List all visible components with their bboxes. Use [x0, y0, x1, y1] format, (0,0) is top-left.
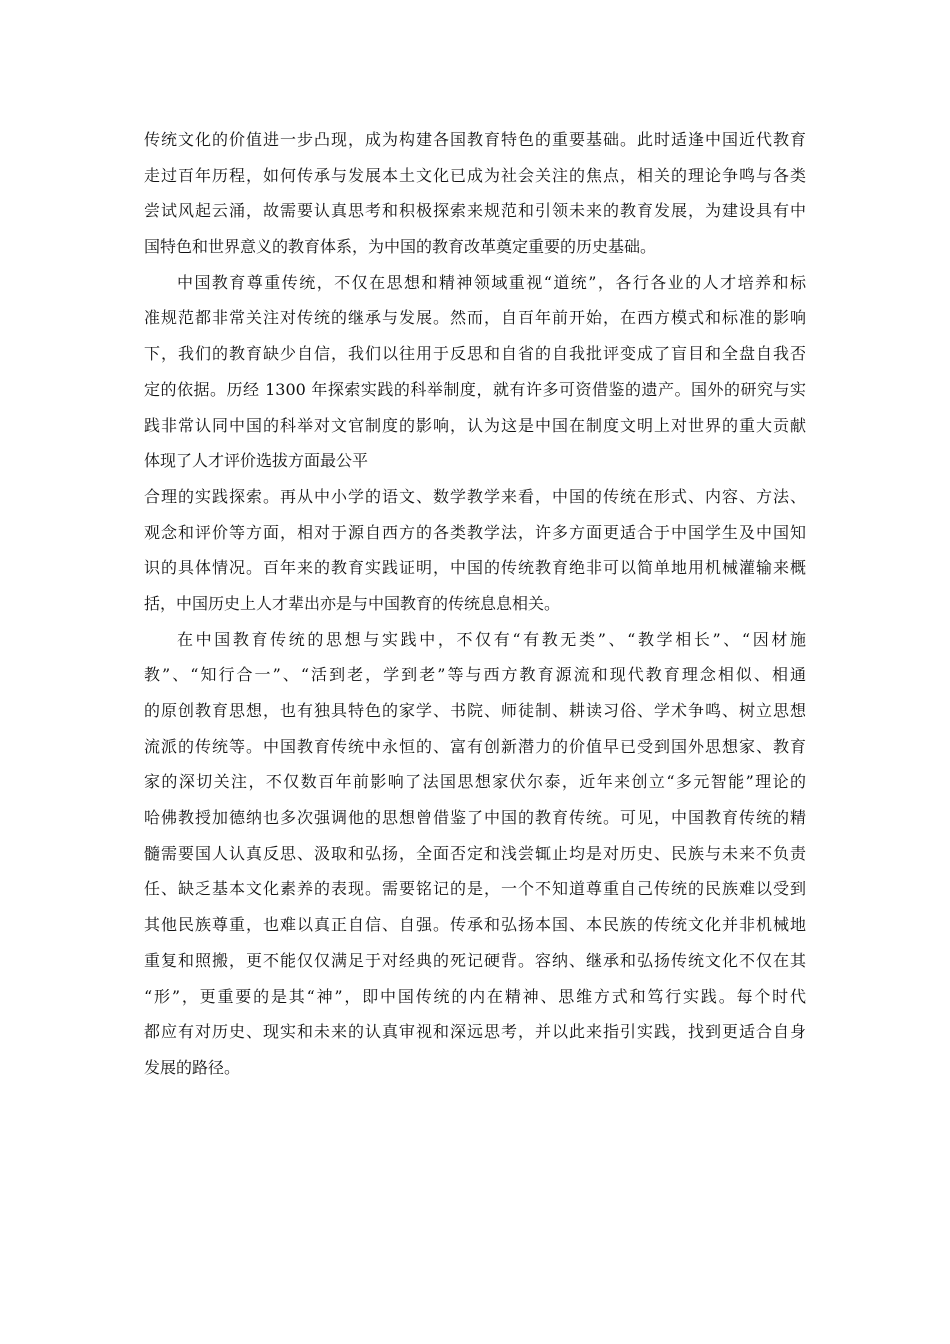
text-line: 髓需要国人认真反思、汲取和弘扬，全面否定和浅尝辄止均是对历史、民族与未来不负责 — [144, 843, 806, 863]
text-line: 准规范都非常关注对传统的继承与发展。然而，自百年前开始，在西方模式和标准的影响 — [144, 308, 806, 328]
text-line: 的原创教育思想，也有独具特色的家学、书院、师徒制、耕读习俗、学术争鸣、树立思想 — [144, 701, 806, 720]
text-line: 都应有对历史、现实和未来的认真审视和深远思考，并以此来指引实践，找到更适合自身 — [144, 1022, 806, 1042]
text-line: 教”、“知行合一”、“活到老，学到老”等与西方教育源流和现代教育理念相似、相通 — [144, 665, 806, 685]
text-line: 下，我们的教育缺少自信，我们以往用于反思和自省的自我批评变成了盲目和全盘自我否 — [144, 344, 806, 364]
text-line: 在中国教育传统的思想与实践中，不仅有“有教无类”、“教学相长”、“因材施 — [177, 629, 806, 649]
text-line: 中国教育尊重传统，不仅在思想和精神领域重视“道统”，各行各业的人才培养和标 — [177, 272, 806, 292]
text-line: 其他民族尊重，也难以真正自信、自强。传承和弘扬本国、本民族的传统文化并非机械地 — [144, 915, 806, 935]
text-line: 国特色和世界意义的教育体系，为中国的教育改革奠定重要的历史基础。 — [144, 237, 657, 257]
text-line: “形”，更重要的是其“神”，即中国传统的内在精神、思维方式和笃行实践。每个时代 — [144, 986, 806, 1006]
text-line: 践非常认同中国的科举对文官制度的影响，认为这是中国在制度文明上对世界的重大贡献 — [144, 415, 806, 435]
text-line: 括，中国历史上人才辈出亦是与中国教育的传统息息相关。 — [144, 593, 561, 613]
text-line: 重复和照搬，更不能仅仅满足于对经典的死记硬背。容纳、继承和弘扬传统文化不仅在其 — [144, 950, 806, 970]
text-line: 任、缺乏基本文化素养的表现。需要铭记的是，一个不知道尊重自己传统的民族难以受到 — [144, 879, 806, 899]
text-line: 传统文化的价值进一步凸现，成为构建各国教育特色的重要基础。此时适逢中国近代教育 — [144, 130, 806, 149]
text-line: 家的深切关注，不仅数百年前影响了法国思想家伏尔泰，近年来创立“多元智能”理论的 — [144, 772, 806, 792]
text-line: 观念和评价等方面，相对于源自西方的各类教学法，许多方面更适合于中国学生及中国知 — [144, 522, 806, 542]
text-line: 发展的路径。 — [144, 1057, 241, 1077]
text-line: 定的依据。历经 1300 年探索实践的科举制度，就有许多可资借鉴的遗产。国外的研究与实 — [144, 379, 806, 399]
text-line: 尝试风起云涌，故需要认真思考和积极探索来规范和引领未来的教育发展，为建设具有中 — [144, 201, 806, 221]
text-line: 合理的实践探索。再从中小学的语文、数学教学来看，中国的传统在形式、内容、方法、 — [144, 486, 806, 506]
body-text — [144, 122, 806, 1086]
text-line: 走过百年历程，如何传承与发展本土文化已成为社会关注的焦点，相关的理论争鸣与各类 — [144, 165, 806, 185]
text-line: 流派的传统等。中国教育传统中永恒的、富有创新潜力的价值早已受到国外思想家、教育 — [144, 736, 806, 756]
text-line: 哈佛教授加德纳也多次强调他的思想曾借鉴了中国的教育传统。可见，中国教育传统的精 — [144, 808, 806, 828]
text-line: 识的具体情况。百年来的教育实践证明，中国的传统教育绝非可以简单地用机械灌输来概 — [144, 558, 806, 578]
text-line: 体现了人才评价选拔方面最公平 — [144, 451, 369, 471]
